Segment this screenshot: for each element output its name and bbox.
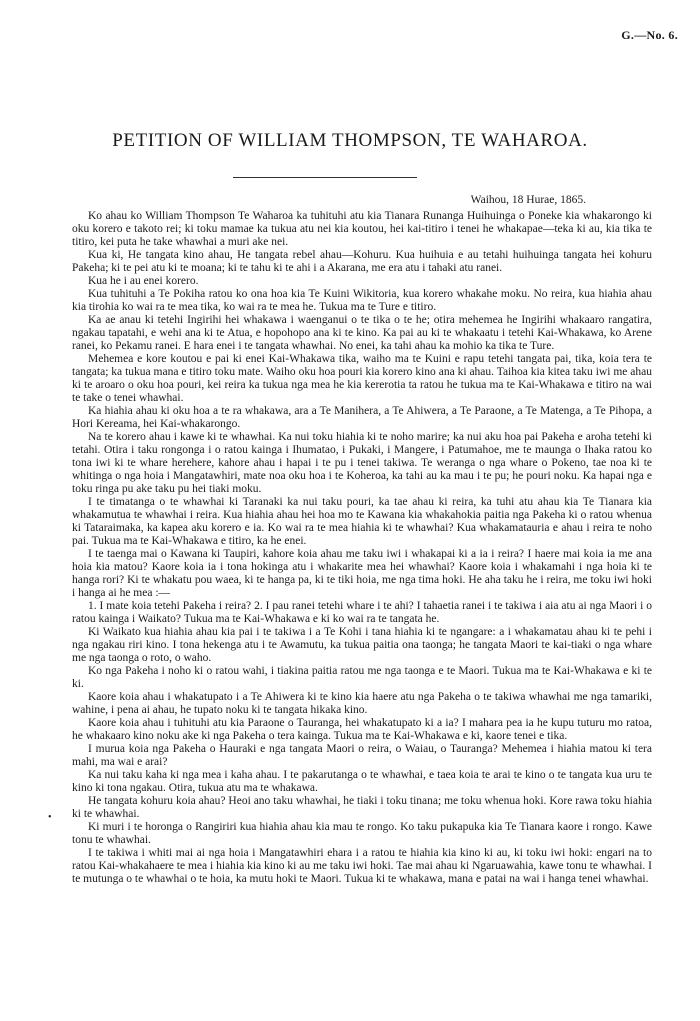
paragraph: Kua ki, He tangata kino ahau, He tangata rebel ahau—Kohuru. Kua huihuia e au tetahi huihuinga tangata hei kohuru Pakeha; ki te pei atu ki te moana; ki te tahu ki te ahi i a Akarana, me era atu i tahaki atu ranei. (72, 249, 652, 274)
paragraph: Kua tuhituhi a Te Pokiha ratou ko ona hoa kia Te Kuini Wikitoria, kua korero whakahe moku. No reira, kua hiahia ahau kia tirohia ko wai ra te mea tika, ko wai ra te mea he. Tukua ma te Ture e titiro. (72, 288, 652, 313)
paragraph: He tangata kohuru koia ahau? Heoi ano taku whawhai, he tiaki i toku tinana; me toku whenua hoki. Kore rawa toku hiahia ki te whawhai. (72, 795, 652, 820)
document-reference: G.—No. 6. (621, 28, 678, 42)
dateline: Waihou, 18 Hurae, 1865. (470, 194, 586, 206)
paragraph: Ko ahau ko William Thompson Te Waharoa ka tuhituhi atu kia Tianara Runanga Huihuinga o Poneke kia whakarongo ki oku korero e takoto rei; ki toku mamae ka tukua atu nei kia koutou, hei kai-titiro i tenei he whakapae—teka ki au, kia tika te titiro, kei puta he take whawhai a muri ake nei. (72, 210, 652, 248)
paragraph: I te takiwa i whiti mai ai nga hoia i Mangatawhiri ehara i a ratou te hiahia kia kino ki au, ki toku iwi hoki: engari na to ratou Kai-whakahaere te mea i hiahia kia kino ki au me taku iwi hoki. Tae mai ahau ki Ngaruawahia, kawe tonu te whawhai. I te mutunga o te whawhai o te hoia, ka mutu hoki te Maori. Tukua ki te whakawa, mana e patai na wai i hanga tenei whawhai. (72, 847, 652, 885)
paragraph: I te taenga mai o Kawana ki Taupiri, kahore koia ahau me taku iwi i whakapai ki a ia i reira? I haere mai koia ia me ana hoia kia matou? Kaore koia ia i tona hokinga atu i whakarite mea hei whawhai? Kaore koia i whakamahi i nga hoia ki te hanga rori? Ki te whakatu pou waea, ki te hanga pa, ki te tiki hoia, me nga tima hoki. He aha taku he i reira, me toku iwi hoki i hanga ai he mea :— (72, 548, 652, 599)
paragraph: Mehemea e kore koutou e pai ki enei Kai-Whakawa tika, waiho ma te Kuini e rapu tetehi tangata pai, tika, koia tera te tangata; ka tukua mana e titiro toku mate. Waiho oku hoa pouri kia korero kino ana ki ahau. Taihoa kia kitea taku iwi me ahau ki te aroaro o oku hoa pouri, kei reira ka tukua nga mea he kia kererotia ta ratou he tukua ma te Kai-Whakawa e titiro na wai te take o tenei whawhai. (72, 353, 652, 404)
paragraph: Ki Waikato kua hiahia ahau kia pai i te takiwa i a Te Kohi i tana hiahia ki te ngangare: a i whakamatau ahau ki te pehi i nga ngakau riri kino. I tona hekenga atu i te Awamutu, ka tukua paitia ona taonga; he tangata Maori te kai-tiaki o nga whare me nga taonga o roto, o waho. (72, 626, 652, 664)
numbered-questions: 1. I mate koia tetehi Pakeha i reira? 2. I pau ranei tetehi whare i te ahi? I tahaetia ranei i te takiwa i aia atu ai nga Maori i o ratou kainga i Waikato? Tukua ma te Kai-Whakawa e ki ko wai ra te tangata he. (72, 600, 652, 625)
paragraph: Ki muri i te horonga o Rangiriri kua hiahia ahau kia mau te rongo. Ko taku pukapuka kia Te Tianara kaore i rongo. Kawe tonu te whawhai. (72, 821, 652, 846)
title-divider (233, 177, 417, 178)
paragraph: I te timatanga o te whawhai ki Taranaki ka nui taku pouri, ka tae ahau ki reira, ka tuhi atu ahau kia Te Tianara kia whakamutua te whawhai i reira. Kua hiahia ahau hei hoa mo te Kawana kia whakahokia paitia nga Pakeha ki o ratou whenua ki Tataraimaka, ka kapea aku korero e ia. Ko wai ra te mea hiahia ki te whawhai? Kua whakamatauria e ahau i reira te noho pai. Tukua ma te Kai-Whakawa e titiro, ka he enei. (72, 496, 652, 547)
paragraph: Kaore koia ahau i whakatupato i a Te Ahiwera ki te kino kia haere atu nga Pakeha o te takiwa whawhai me nga tamariki, wahine, i pena ai ahau, he tupato noku ki te tangata hikaka kino. (72, 691, 652, 716)
paragraph: I murua koia nga Pakeha o Hauraki e nga tangata Maori o reira, o Waiau, o Tauranga? Mehemea i hiahia matou ki tera mahi, ma wai e arai? (72, 743, 652, 768)
paragraph: Na te korero ahau i kawe ki te whawhai. Ka nui toku hiahia ki te noho marire; ka nui aku hoa pai Pakeha e aroha tetehi ki tetahi. Otira i taku rongonga i o ratou kainga i Ihumatao, i Pukaki, i Mangere, i Patumahoe, me te maunga o Ihaka ratou ko tona iwi ki te whare herehere, kahore ahau i hapai i te pu i tenei takiwa. Te weranga o nga whare o Pokeno, tae noa ki te whitinga o nga hoia i Mangatawhiri, mate noa oku hoa i te Koheroa, ka tahi au ka mau i te pu; he pouri noku. Ka hapai nga e toku ringa pu ake taku pu hei tiaki moku. (72, 431, 652, 495)
margin-dot: • (48, 812, 52, 823)
paragraph: Ka hiahia ahau ki oku hoa a te ra whakawa, ara a Te Manihera, a Te Ahiwera, a Te Paraone, a Te Matenga, a Te Pihopa, a Hori Kereama, hei Kai-whakarongo. (72, 405, 652, 430)
petition-body (72, 210, 652, 886)
paragraph: Kaore koia ahau i tuhituhi atu kia Paraone o Tauranga, hei whakatupato ki a ia? I mahara pea ia he kupu tuturu mo ratoa, he whakaaro kino noku ake ki nga Pakeha o tera kainga. Tukua ma te Kai-Whakawa e ki, kaore tenei e tika. (72, 717, 652, 742)
page-title: PETITION OF WILLIAM THOMPSON, TE WAHAROA. (112, 130, 588, 151)
paragraph: Ko nga Pakeha i noho ki o ratou wahi, i tiakina paitia ratou me nga taonga e te Maori. Tukua ma te Kai-Whakawa e ki te ki. (72, 665, 652, 690)
paragraph: Ka ae anau ki tetehi Ingirihi hei whakawa i waenganui o te tika o te he; otira mehemea he Ingirihi whakaaro rangatira, ngakau tapatahi, e wehi ana ki te Atua, e hopohopo ana ki te kino. Ka pai au ki te whakaatu i tetehi Kai-Whakawa, ko Arene ranei, ko Pekamu ranei. E hara enei i te tangata whawhai. No enei, ka tahi ahau ka mohio ka tika te Ture. (72, 314, 652, 352)
paragraph: Ka nui taku kaha ki nga mea i kaha ahau. I te pakarutanga o te whawhai, e taea koia te arai te kino o te tangata kua uru te kino ki tona ngakau. Otira, tukua atu ma te whakawa. (72, 769, 652, 794)
paragraph: Kua he i au enei korero. (88, 275, 199, 287)
